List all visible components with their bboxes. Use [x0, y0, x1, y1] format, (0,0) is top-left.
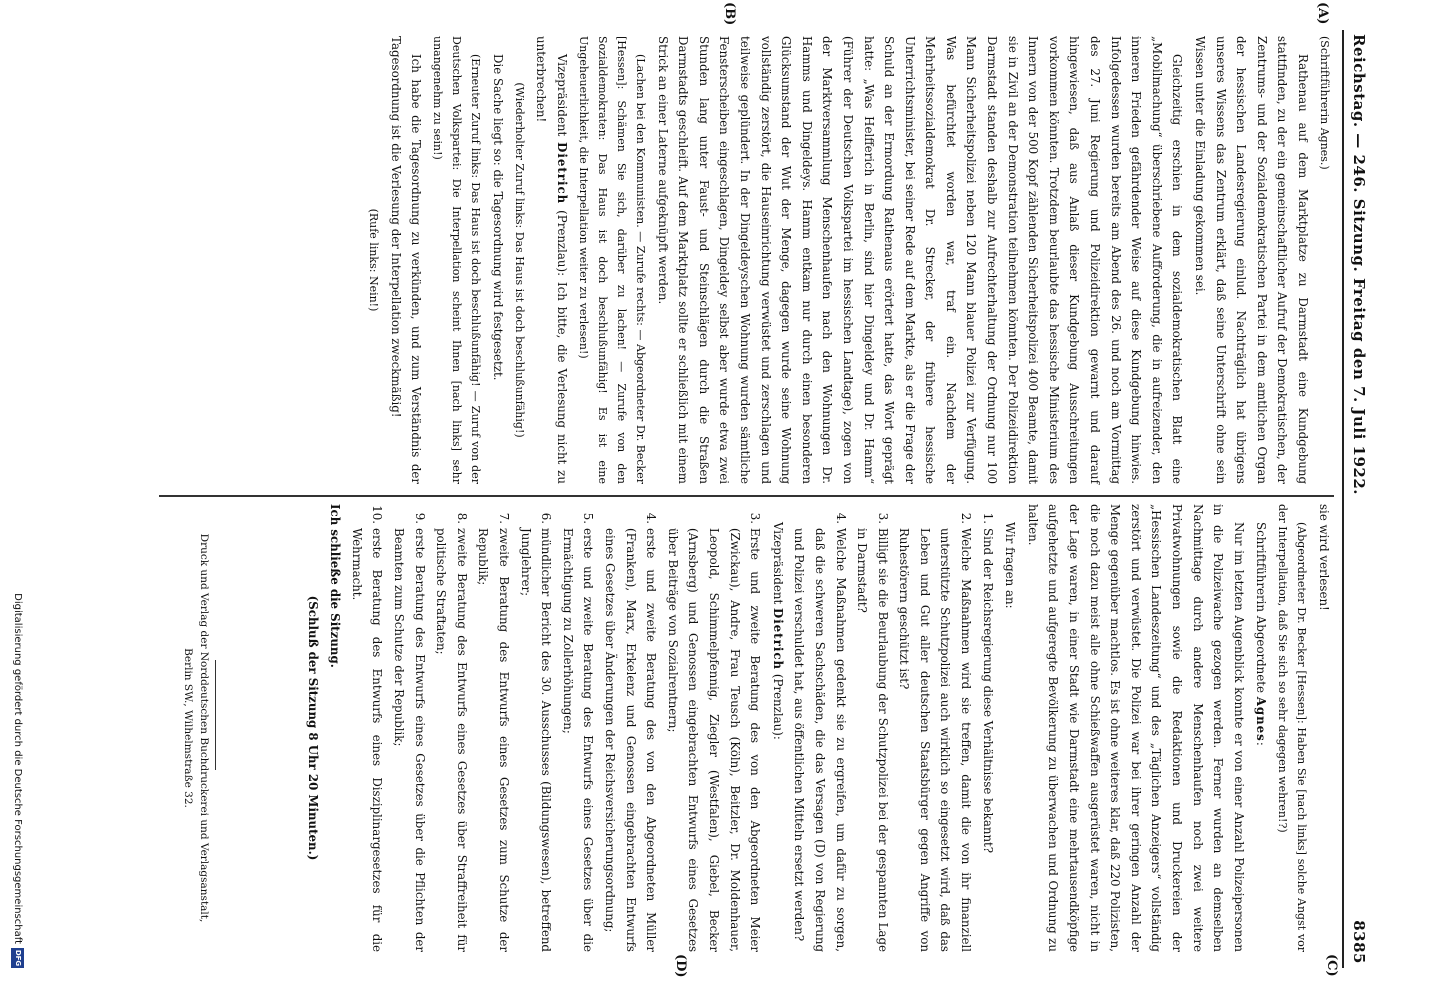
interjection: (Abgeordneter Dr. Becker [Hessen]: Haben Sie [nach links] solche Angst vor der Interpellation, daß Sie sich so sehr dagegen wehren!?) [1276, 504, 1309, 952]
speaker-paragraph: Vizepräsident Dietrich (Prenzlau): [770, 522, 785, 740]
speaker-paragraph [531, 36, 572, 484]
imprint-rule [215, 660, 216, 770]
interjection: (Rufe links: Nein!) [367, 208, 381, 312]
speaker-name: Dietrich [555, 142, 569, 205]
left-column [362, 36, 1334, 484]
margin-marker-a: (A) [1315, 2, 1330, 25]
list-item: 8. zweite Beratung des Entwurfs eines Gesetzes über Straffreiheit für politische Straftaten; [434, 512, 469, 952]
header-title: Reichstag. — 246. Sitzung. Freitag den 7. Juli 1922. [1350, 34, 1368, 495]
printer-imprint: Druck und Verlag der Norddeutschen Buchdruckerei und Verlagsanstalt, Berlin SW., Wilhelmstraße 32. [182, 533, 210, 923]
speaker-name: Dietrich [770, 607, 785, 671]
paragraph: Rathenau auf dem Marktplatze zu Darmstadt eine Kundgebung stattfinden, zu der ein gemeinschaftlicher Aufruf der Demokratischen, der Zentrums- und der Sozialdemokratischen Partei in dem amtlichen Organ der hessischen Landesregierung einlud. Nachträglich hat übrigens unseres Wissens das Zentrum erklärt, daß seine Unterschrift ohne sein Wissen unter die Einladung gekommen sei. [1193, 36, 1310, 484]
running-header [1346, 34, 1368, 964]
paragraph: Ich habe die Tagesordnung zu verkünden, und zum Verständnis der Tagesordnung ist die Verlesung der Interpellation zweckmäßig! [388, 36, 424, 484]
margin-marker-c: (C) [1324, 954, 1339, 977]
list-item: 10. erste Beratung des Entwurfs eines Disziplinargesetzes für die Wehrmacht. [349, 505, 385, 952]
list-item: 3. Erste und zweite Beratung des von den Abgeordneten Meier (Zwickau), Andre, Frau Teusch (Köln), Beitzler, Dr. Moldenhauer, Leopold, Schimmelpfennig, Ziegler (Westfalen), Giebel, Becker (Arnsberg) und Genossen eingebrachten Entwurfs eines Gesetzes über Beiträge von Sozialrentnern; [665, 512, 763, 952]
question-list [789, 504, 998, 952]
right-column [300, 504, 1334, 952]
list-item: 9. erste Beratung des Entwurfs eines Gesetzes über die Pflichten der Beamten zum Schutze der Republik; [392, 512, 427, 952]
paragraph: sie wird verlesen! [1317, 504, 1331, 611]
speech-text: (Prenzlau): Ich bitte, die Verlesung nicht zu unterbrechen! [534, 36, 569, 484]
paragraph: Die Sache liegt so: die Tagesordnung wird festgesetzt. [490, 54, 505, 381]
list-item: 6. mündlicher Bericht des 30. Ausschusses (Bildungswesen), betreffend Junglehrer; [518, 512, 554, 952]
list-item: 7. zweite Beratung des Entwurfs eines Gesetzes zum Schutze der Republik; [476, 512, 512, 952]
margin-marker-b: (B) [722, 2, 737, 26]
interjection: (Wiederholter Zuruf links: Das Haus ist doch beschlußunfähig!) [512, 82, 526, 438]
speaker-role: Vizepräsident [770, 522, 785, 608]
speaker-role: Schriftführerin Abgeordnete [1254, 522, 1269, 697]
interjection: (Erneuter Zuruf links: Das Haus ist doch beschlußunfähig! — Zuruf von der Deutschen Volkspartei: Die Interpellation scheint Ihnen [nach links] sehr unangenehm zu sein!) [431, 36, 483, 484]
session-end-note: (Schluß der Sitzung 8 Uhr 20 Minuten.) [305, 595, 320, 861]
list-item: 3. Billigt sie die Beurlaubung der Schutzpolizei bei der gespannten Lage in Darmstadt? [855, 512, 890, 952]
dfg-logo-icon: DFG [11, 948, 24, 968]
speaker-name: Agnes [1254, 696, 1269, 742]
paragraph: Wir fragen an: [1003, 522, 1018, 609]
paragraph: Nur im letzten Augenblick konnte er von einer Anzahl Polizeipersonen in die Polizeiwache gezogen werden. Ferner wurden an demselben Nachmittage durch andere Menschenhaufen noch zwei weitere Privatwohnungen sowie die Redaktionen und Druckereien der „Hessischen Landeszeitung“ und des „Täglichen Anzeigers“ vollständig zerstört und verwüstet. Die Polizei war bei ihrer geringen Anzahl der Menge gegenüber machtlos. Es ist ohne weiteres klar, daß 220 Polizisten, die noch dazu meist alle ohne Schießwaffen ausgerüstet waren, nicht in der Lage waren, in einer Stadt wie Darmstadt eine mehrtausendköpfige aufgehetzte und aufgeregte Bevölkerung zu überwachen und Ordnung zu halten. [1025, 504, 1246, 952]
paragraph: Gleichzeitig erschien in dem sozialdemokratischen Blatt eine „Mobilmachung“ überschriebene Aufforderung, die in aufreizender, den inneren Frieden gefährdender Weise auf diese Kundgebung hinwies. Infolgedessen wurden bereits am Abend des 26. und noch am Vormittag des 27. Juni Regierung und Polizeidirektion gewarnt und darauf hingewiesen, daß aus Anlaß dieser Kundgebung Ausschreitungen vorkommen könnten. Trotzdem beurlaubte das hessische Ministerium des Innern von der 500 Kopf zählenden Sicherheitspolizei 400 Beamte, damit sie in Zivil an der Demonstration teilnehmen könnten. Der Polizeidirektion Darmstadt standen deshalb zur Aufrechterhaltung der Ordnung nur 100 Mann Sicherheitspolizei neben 120 Mann blauer Polizei zur Verfügung. Was befürchtet worden war, traf ein. Nachdem der Mehrheitssozialdemokrat Dr. Strecker, der frühere hessische Unterrichtsminister, bei seiner Rede auf dem Markte, als er die Frage der Schuld an der Ermordung Rathenaus erörtert hatte, das Wort geprägt hatte: „Was Helfferich in Berlin, sind hier Dingeldey und Dr. Hamm“ (Führer der Deutschen Volkspartei im hessischen Landtage), zogen von der Marktversammlung Menschenhaufen nach den Wohnungen Dr. Hamms und Dingeldeys. Hamm entkam nur durch einen besonderen Glücksumstand der Wut der Menge, dagegen wurde seine Wohnung vollständig zerstört, die Hauseinrichtung verwüstet und zerschlagen und teilweise geplündert. In der Dingeldeyschen Wohnung wurden sämtliche Fensterscheiben eingeschlagen, Dingeldey selbst aber wurde etwa zwei Stunden lang unter Faust- und Steinschlägen durch die Straßen Darmstadts geschleift. Auf dem Marktplatz sollte er schließlich mit einem Strick an einer Laterne aufgeknüpft werden. [655, 36, 1185, 484]
list-item: 5. erste und zweite Beratung des Entwurfs eines Gesetzes über die Ermächtigung zu Zollerhöhungen; [560, 512, 596, 952]
digitization-text: Digitalisierung gefördert durch die Deutsche Forschungsgemeinschaft [12, 593, 23, 944]
list-item: 1. Sind der Reichsregierung diese Verhältnisse bekannt? [980, 512, 995, 854]
digitization-notice [8, 12, 24, 972]
list-item: 4. Welche Maßnahmen gedenkt sie zu ergreifen, um dafür zu sorgen, daß die schweren Sachschäden, die das Versagen (D) von Regierung und Polizei verschuldet hat, aus öffentlichen Mitteln ersetzt werden? [792, 512, 848, 952]
speaker-note: (Schriftführerin Agnes.) [1318, 36, 1331, 170]
interjection: (Lachen bei den Kommunisten. — Zurufe rechts: — Abgeordneter Dr. Becker [Hessen]: Schämen Sie sich, darüber zu lachen! — Zurufe von den Sozialdemokraten: Das Haus ist doch beschlußunfähig! Es ist eine Ungeheuerlichkeit, die Interpellation weiter zu verlesen!) [577, 36, 647, 484]
speaker-paragraph: Schriftführerin Abgeordnete Agnes: [1254, 522, 1269, 746]
list-item: 4. erste und zweite Beratung des von den Abgeordneten Müller (Franken), Marx, Erkelenz und Genossen eingebrachten Entwurfs eines Gesetzes über Änderungen der Reichsversicherungsordnung; [603, 512, 659, 952]
speaker-role: Vizepräsident [555, 54, 569, 143]
margin-marker-d: (D) [673, 954, 688, 978]
list-item: 2. Welche Maßnahmen wird sie treffen, damit die von ihr finanziell unterstützte Schutzpolizei auch wirklich so eingesetzt wird, daß das Leben und Gut aller deutschen Staatsbürger gegen Angriffe von Ruhestörern geschützt ist? [897, 512, 974, 952]
page-number: 8385 [1350, 920, 1368, 964]
header-rule [1342, 30, 1344, 968]
column-divider [159, 495, 1334, 497]
agenda-list [346, 504, 765, 952]
closing-statement: Ich schließe die Sitzung. [328, 504, 343, 668]
